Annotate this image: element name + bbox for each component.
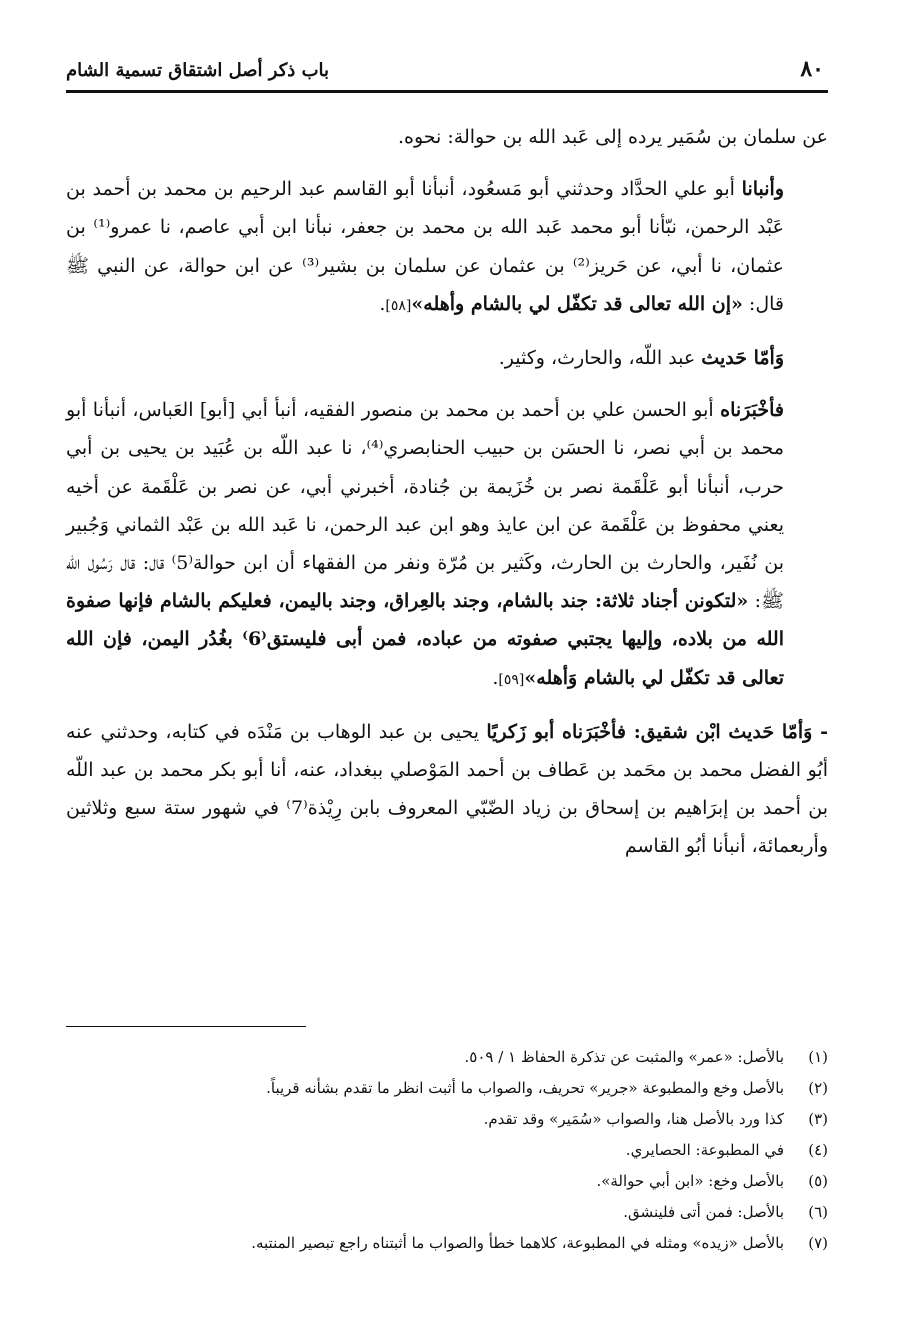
footnote-divider: [66, 1026, 306, 1027]
paragraph-lead: وَأمّا حَديث: [701, 347, 784, 370]
footnotes: [66, 1042, 828, 1259]
hadith-quote: «إن الله تعالى قد تكفّل لي بالشام وأهله»: [411, 292, 743, 315]
paragraph-lead: وأنبانا: [741, 178, 784, 201]
paragraph-lead: - وَأمّا حَديث ابْن شقيق: فأخْبَرَناه أبو زَكريًا: [486, 720, 828, 743]
paragraph: فأخْبَرَناه أبو الحسن علي بن أحمد بن محمد بن منصور الفقيه، أنبأ أبي [أبو] العَباس، أنبأنا أبو محمد بن أبي نصر، نا الحسَن بن حبيب الحنابصري⁽⁴⁾، نا عبد اللّه بن عُبَيد بن يحيى بن أبي حرب، أنبأنا أبو عَلْقَمة نصر بن خُزَيمة بن جُنادة، أخبرني أبي، عن نصر بن عَلْقَمة عن أخيه يعني محفوظ بن عَلْقَمة عن ابن عايذ وهو ابن عبد الرحمن، نا عَبد الله بن عَبْد الثماني وَجُبير بن نُفَير، والحارث بن الحارث، وكَثير بن مُرّة ونفر من الفقهاء أن ابن حوالة⁽5⁾ قال: قال رَسُول الله ﷺ: «لتكونن أجناد ثلاثة: جند بالشام، وجند بالعِراق، وجند باليمن، فعليكم بالشام فإنها صفوة الله من بلاده، وإليها يجتبي صفوته من عباده، فمن أبى فليستق⁽6⁾ بغُدُر اليمن، فإن الله تعالى قد تكفّل لي بالشام وَأهله»[٥٩].: [66, 399, 784, 689]
paragraph-lead: فأخْبَرَناه: [720, 399, 784, 422]
hadith-ref: [٥٨]: [385, 297, 412, 314]
paragraph: عن سلمان بن سُمَير يرده إلى عَبد الله بن حوالة: نحوه.: [397, 126, 828, 148]
footnote: (٤)في المطبوعة: الحصايري.: [625, 1141, 828, 1159]
footnote: (٧)بالأصل «زيده» ومثله في المطبوعة، كلاهما خطأ والصواب ما أثبتناه راجع تبصير المنتبه.: [251, 1234, 828, 1252]
page-number: ٨٠: [800, 56, 824, 82]
hadith-quote: «لتكونن أجناد ثلاثة: جند بالشام، وجند بالعِراق، وجند باليمن، فعليكم بالشام فإنها صفوة الله من بلاده، وإليها يجتبي صفوته من عباده، فمن أبى فليستق⁽6⁾ بغُدُر اليمن، فإن الله تعالى قد تكفّل لي بالشام وَأهله»: [66, 590, 784, 689]
paragraph: - وَأمّا حَديث ابْن شقيق: فأخْبَرَناه أبو زَكريًا يحيى بن عبد الوهاب بن مَنْدَه في كتابه، وحدثني عنه أبُو الفضل محمد بن محَمد بن عَطاف بن أحمد المَوْصلي ببغداد، عنه، أنا أبو بكر محمد بن عبد اللّه بن أحمد بن إبرَاهيم بن إسحاق بن زياد الضّبّي المعروف بابن رِيْذة⁽7⁾ في شهور ستة سبع وثلاثين وأربعمائة، أنبأنا أبُو القاسم: [66, 720, 829, 858]
running-title: باب ذكر أصل اشتقاق تسمية الشام: [66, 60, 330, 81]
footnote: (٣)كذا ورد بالأصل هنا، والصواب «سُمَير» وقد تقدم.: [483, 1110, 828, 1128]
footnote: (١)بالأصل: «عمر» والمثبت عن تذكرة الحفاظ ١ / ٥٠٩.: [464, 1048, 828, 1066]
page-header: [66, 56, 828, 93]
book-page: [66, 56, 828, 1326]
paragraph: وأنبانا أبو علي الحدَّاد وحدثني أبو مَسعُود، أنبأنا أبو القاسم عبد الرحيم بن محمد بن أحمد بن عَبْد الرحمن، نبّأنا أبو محمد عَبد الله بن محمد بن جعفر، نبأنا ابن أبي عاصم، نا عمرو⁽¹⁾ بن عثمان، نا أبي، عن حَريز⁽²⁾ بن عثمان عن سلمان بن بشير⁽³⁾ عن ابن حوالة، عن النبي ﷺ قال: «إن الله تعالى قد تكفّل لي بالشام وأهله»[٥٨].: [66, 178, 784, 315]
footnote: (٢)بالأصل وخع والمطبوعة «جرير» تحريف، والصواب ما أثبت انظر ما تقدم بشأنه قريباً.: [266, 1079, 828, 1097]
main-text: [66, 118, 828, 866]
footnote: (٦)بالأصل: فمن أتى فلينشق.: [623, 1203, 828, 1221]
paragraph: وَأمّا حَديث عبد اللّه، والحارث، وكثير.: [498, 347, 784, 370]
footnote: (٥)بالأصل وخع: «ابن أبي حوالة».: [596, 1172, 828, 1190]
hadith-ref: [٥٩]: [498, 671, 525, 688]
